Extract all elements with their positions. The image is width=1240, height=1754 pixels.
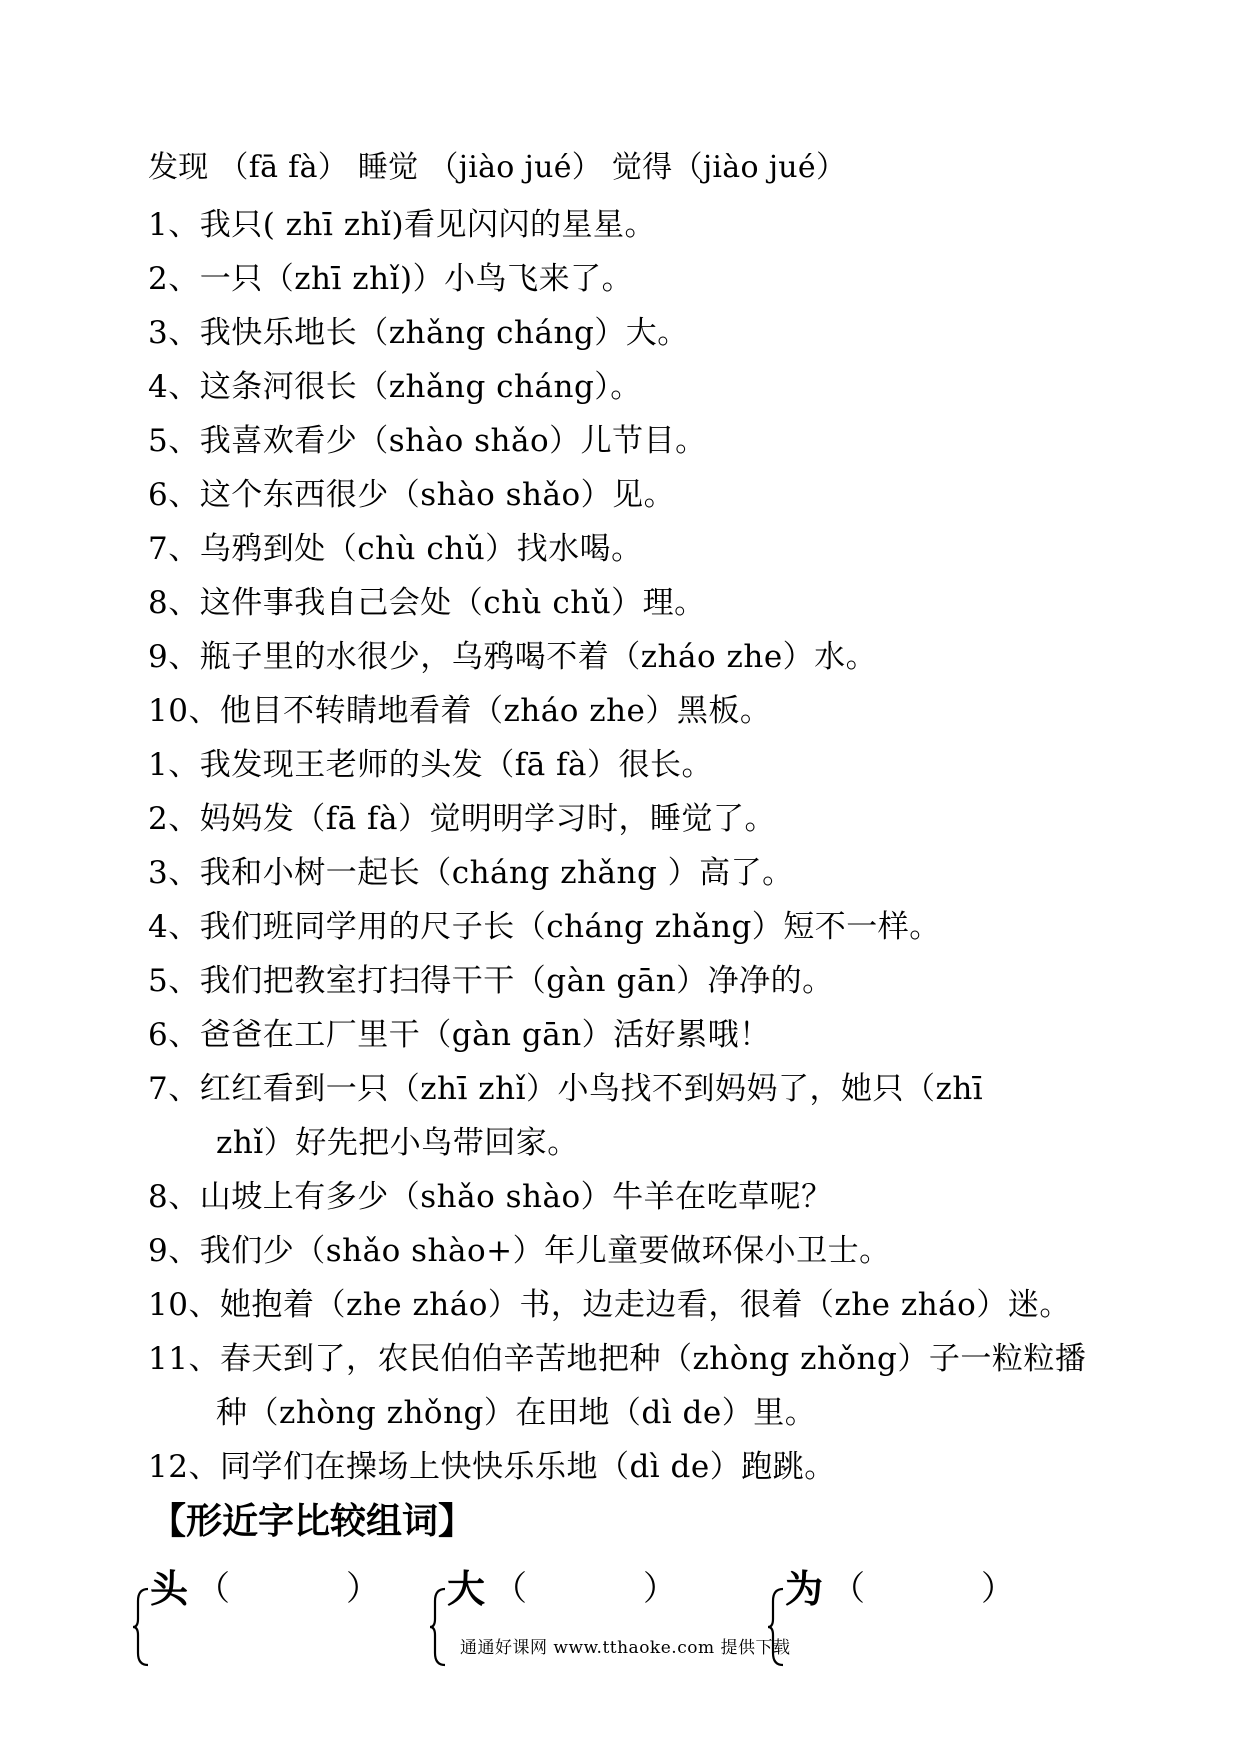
exercise-line: 10、她抱着（zhe zháo）书，边走边看，很着（zhe zháo）迷。 <box>148 1287 1071 1323</box>
exercise-line: 9、瓶子里的水很少，乌鸦喝不着（zháo zhe）水。 <box>148 639 878 675</box>
footer-source-note: 通通好课网 www.tthaoke.com 提供下载 <box>460 1638 791 1658</box>
group-character: 头 <box>150 1567 189 1611</box>
exercise-line: 4、我们班同学用的尺子长（cháng zhǎng）短不一样。 <box>148 909 941 945</box>
exercise-line: 9、我们少（shǎo shào+）年儿童要做环保小卫士。 <box>148 1233 891 1269</box>
close-paren: ） <box>643 1569 677 1609</box>
brace-icon <box>132 1587 152 1667</box>
open-paren: （ <box>493 1569 527 1609</box>
word-group <box>785 1565 1025 1665</box>
exercise-line: 3、我和小树一起长（cháng zhǎng ）高了。 <box>148 855 794 891</box>
exercise-line: 1、我发现王老师的头发（fā fà）很长。 <box>148 747 713 783</box>
exercise-line-continued: 种（zhòng zhǒng）在田地（dì de）里。 <box>216 1395 817 1431</box>
close-paren: ） <box>981 1569 1015 1609</box>
exercise-line: 2、妈妈发（fā fà）觉明明学习时，睡觉了。 <box>148 801 776 837</box>
exercise-line: 4、这条河很长（zhǎng cháng）。 <box>148 369 642 405</box>
exercise-line: 8、山坡上有多少（shǎo shào）牛羊在吃草呢？ <box>148 1179 833 1215</box>
exercise-line: 1、我只( zhī zhǐ)看见闪闪的星星。 <box>148 207 657 243</box>
exercise-line: 7、红红看到一只（zhī zhǐ）小鸟找不到妈妈了，她只（zhī <box>148 1071 984 1107</box>
group-character: 为 <box>785 1567 824 1611</box>
exercise-line: 3、我快乐地长（zhǎng cháng）大。 <box>148 315 689 351</box>
exercise-line: 6、爸爸在工厂里干（gàn gān）活好累哦！ <box>148 1017 771 1053</box>
section-title: 【形近字比较组词】 <box>150 1501 475 1542</box>
brace-icon <box>429 1587 449 1667</box>
close-paren: ） <box>346 1569 380 1609</box>
exercise-line: 8、这件事我自己会处（chù chǔ）理。 <box>148 585 706 621</box>
open-paren: （ <box>196 1569 230 1609</box>
exercise-line: 5、我们把教室打扫得干干（gàn gān）净净的。 <box>148 963 834 999</box>
polyphone-header-line: 发现 （fā fà） 睡觉 （jiào jué） 觉得（jiào jué） <box>148 150 847 185</box>
exercise-line: 12、同学们在操场上快快乐乐地（dì de）跑跳。 <box>148 1449 836 1485</box>
group-character: 大 <box>447 1567 486 1611</box>
exercise-line: 6、这个东西很少（shào shǎo）见。 <box>148 477 676 513</box>
open-paren: （ <box>831 1569 865 1609</box>
exercise-line: 11、春天到了，农民伯伯辛苦地把种（zhòng zhǒng）子一粒粒播 <box>148 1341 1087 1377</box>
word-group <box>150 1565 390 1665</box>
exercise-line: 10、他目不转睛地看着（zháo zhe）黑板。 <box>148 693 772 729</box>
exercise-line-continued: zhǐ）好先把小鸟带回家。 <box>216 1125 579 1161</box>
exercise-line: 7、乌鸦到处（chù chǔ）找水喝。 <box>148 531 643 567</box>
exercise-line: 2、一只（zhī zhǐ)）小鸟飞来了。 <box>148 261 634 297</box>
exercise-line: 5、我喜欢看少（shào shǎo）儿节目。 <box>148 423 707 459</box>
